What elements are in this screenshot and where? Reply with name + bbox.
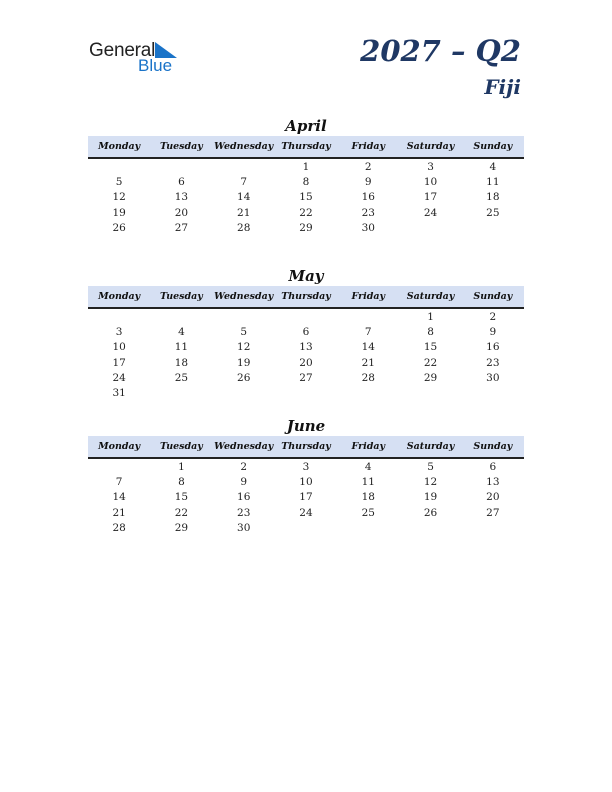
- day-cell: 23: [361, 206, 375, 219]
- day-cell: 26: [112, 221, 126, 234]
- day-cell: 29: [174, 521, 189, 534]
- day-cell: 31: [112, 386, 126, 399]
- day-cell: 9: [240, 476, 248, 489]
- week-grid: [88, 459, 524, 536]
- day-cell: 2: [364, 161, 372, 173]
- day-cell: 1: [302, 161, 310, 173]
- day-cell: 2: [489, 311, 497, 323]
- logo-word-general: General: [89, 40, 156, 61]
- weekday-label: Monday: [98, 441, 141, 452]
- week-row: [88, 206, 524, 221]
- day-cell: 29: [299, 221, 313, 234]
- country-subtitle: Fiji: [484, 75, 521, 99]
- day-cell: 28: [112, 521, 126, 534]
- day-cell: [213, 310, 275, 325]
- day-cell: 9: [489, 326, 497, 339]
- day-cell: 18: [174, 356, 189, 369]
- day-cell: 14: [361, 341, 375, 354]
- day-cell: [337, 310, 399, 325]
- week-row: [88, 521, 524, 536]
- weekday-label: Tuesday: [160, 291, 203, 302]
- weekday-label: Thursday: [281, 291, 331, 302]
- week-row: [88, 506, 524, 521]
- week-row: [88, 160, 524, 175]
- day-cell: 13: [486, 476, 500, 489]
- day-cell: [150, 310, 212, 325]
- week-row: [88, 490, 524, 505]
- logo: [89, 40, 189, 80]
- weekday-label: Friday: [351, 141, 386, 152]
- day-cell: 5: [427, 461, 434, 473]
- day-cell: 15: [423, 341, 438, 354]
- month-june: [88, 416, 524, 536]
- day-cell: [462, 386, 524, 401]
- day-cell: 21: [112, 506, 126, 519]
- day-cell: 16: [237, 491, 251, 504]
- day-cell: 22: [423, 356, 438, 369]
- day-cell: [88, 460, 150, 475]
- week-row: [88, 175, 524, 190]
- week-row: [88, 475, 524, 490]
- weekday-label: Tuesday: [160, 141, 203, 152]
- day-cell: 7: [364, 326, 372, 339]
- day-cell: [337, 521, 399, 536]
- day-cell: [275, 310, 337, 325]
- day-cell: 25: [361, 506, 375, 519]
- day-cell: 9: [364, 176, 372, 189]
- day-cell: 28: [237, 221, 251, 234]
- day-cell: 16: [361, 191, 375, 204]
- day-cell: 3: [427, 161, 434, 173]
- day-cell: 30: [237, 521, 251, 534]
- day-cell: 17: [112, 356, 126, 369]
- day-cell: 8: [302, 176, 310, 189]
- day-cell: 5: [115, 176, 123, 189]
- week-grid: [88, 159, 524, 236]
- day-cell: [462, 221, 524, 236]
- day-cell: 23: [237, 506, 251, 519]
- day-cell: 30: [361, 221, 375, 234]
- week-grid: [88, 309, 524, 401]
- day-cell: [399, 386, 461, 401]
- day-cell: 6: [302, 326, 310, 339]
- weekday-label: Friday: [351, 291, 386, 302]
- day-cell: 26: [423, 506, 438, 519]
- day-cell: 29: [423, 371, 438, 384]
- week-row: [88, 371, 524, 386]
- weekday-label: Thursday: [281, 441, 331, 452]
- weekday-label: Wednesday: [214, 141, 274, 152]
- day-cell: 22: [174, 506, 189, 519]
- week-row: [88, 340, 524, 355]
- day-cell: 19: [112, 206, 126, 219]
- day-cell: 17: [299, 491, 313, 504]
- day-cell: [275, 521, 337, 536]
- day-cell: 20: [299, 356, 313, 369]
- day-cell: 11: [486, 176, 500, 189]
- day-cell: 17: [423, 191, 438, 204]
- weekday-header: [88, 136, 524, 159]
- month-may: [88, 266, 524, 401]
- day-cell: 21: [237, 206, 251, 219]
- day-cell: 15: [174, 491, 189, 504]
- day-cell: [150, 160, 212, 175]
- day-cell: [150, 386, 212, 401]
- week-row: [88, 356, 524, 371]
- day-cell: [88, 310, 150, 325]
- logo-word-blue: Blue: [138, 56, 173, 75]
- weekday-label: Friday: [351, 441, 386, 452]
- day-cell: 15: [299, 191, 313, 204]
- weekday-label: Thursday: [281, 141, 331, 152]
- day-cell: 5: [240, 326, 248, 339]
- weekday-label: Saturday: [406, 141, 455, 152]
- day-cell: 4: [364, 461, 372, 473]
- weekday-label: Monday: [98, 291, 141, 302]
- day-cell: 16: [486, 341, 500, 354]
- day-cell: 6: [178, 176, 185, 189]
- weekday-label: Monday: [98, 141, 141, 152]
- day-cell: 13: [299, 341, 313, 354]
- day-cell: 14: [112, 491, 126, 504]
- day-cell: 13: [174, 191, 189, 204]
- month-title: April: [285, 117, 327, 135]
- day-cell: [213, 160, 275, 175]
- day-cell: 8: [427, 326, 434, 339]
- day-cell: [275, 386, 337, 401]
- day-cell: 20: [486, 491, 500, 504]
- day-cell: 12: [237, 341, 251, 354]
- day-cell: 11: [174, 341, 189, 354]
- week-row: [88, 190, 524, 205]
- day-cell: 21: [361, 356, 375, 369]
- month-title: June: [286, 417, 326, 435]
- weekday-label: Sunday: [473, 291, 513, 302]
- day-cell: 24: [112, 371, 126, 384]
- day-cell: 10: [299, 476, 313, 489]
- day-cell: 18: [361, 491, 375, 504]
- day-cell: 25: [486, 206, 500, 219]
- page-title: 2027 – Q2: [360, 34, 521, 68]
- day-cell: [399, 221, 461, 236]
- day-cell: 4: [178, 326, 185, 339]
- day-cell: 10: [112, 341, 126, 354]
- week-row: [88, 221, 524, 236]
- day-cell: 20: [174, 206, 189, 219]
- week-row: [88, 310, 524, 325]
- day-cell: 27: [299, 371, 313, 384]
- day-cell: 1: [178, 461, 185, 473]
- weekday-label: Wednesday: [214, 441, 274, 452]
- weekday-header: [88, 436, 524, 459]
- day-cell: [213, 386, 275, 401]
- day-cell: 18: [486, 191, 500, 204]
- week-row: [88, 460, 524, 475]
- day-cell: 8: [178, 476, 185, 489]
- day-cell: 12: [112, 191, 126, 204]
- week-row: [88, 325, 524, 340]
- day-cell: [88, 160, 150, 175]
- day-cell: 3: [115, 326, 123, 339]
- weekday-label: Saturday: [406, 291, 455, 302]
- weekday-label: Saturday: [406, 441, 455, 452]
- day-cell: 24: [423, 206, 438, 219]
- day-cell: 7: [240, 176, 248, 189]
- weekday-label: Sunday: [473, 441, 513, 452]
- day-cell: 3: [302, 461, 310, 473]
- day-cell: 1: [427, 311, 434, 323]
- weekday-label: Wednesday: [214, 291, 274, 302]
- weekday-header: [88, 286, 524, 309]
- day-cell: [337, 386, 399, 401]
- day-cell: 11: [361, 476, 375, 489]
- weekday-label: Tuesday: [160, 441, 203, 452]
- day-cell: 10: [423, 176, 438, 189]
- day-cell: 25: [174, 371, 189, 384]
- month-title: May: [288, 267, 324, 285]
- day-cell: 27: [174, 221, 189, 234]
- day-cell: 4: [489, 161, 497, 173]
- day-cell: [399, 521, 461, 536]
- day-cell: 7: [115, 476, 123, 489]
- day-cell: 19: [423, 491, 438, 504]
- day-cell: 28: [361, 371, 375, 384]
- day-cell: 23: [486, 356, 500, 369]
- week-row: [88, 386, 524, 401]
- weekday-label: Sunday: [473, 141, 513, 152]
- day-cell: 19: [237, 356, 251, 369]
- day-cell: 22: [299, 206, 313, 219]
- day-cell: 24: [299, 506, 313, 519]
- day-cell: 12: [423, 476, 438, 489]
- day-cell: [462, 521, 524, 536]
- day-cell: 27: [486, 506, 500, 519]
- month-april: [88, 116, 524, 236]
- day-cell: 26: [237, 371, 251, 384]
- day-cell: 30: [486, 371, 500, 384]
- day-cell: 6: [489, 461, 497, 473]
- day-cell: 14: [237, 191, 251, 204]
- day-cell: 2: [240, 461, 248, 473]
